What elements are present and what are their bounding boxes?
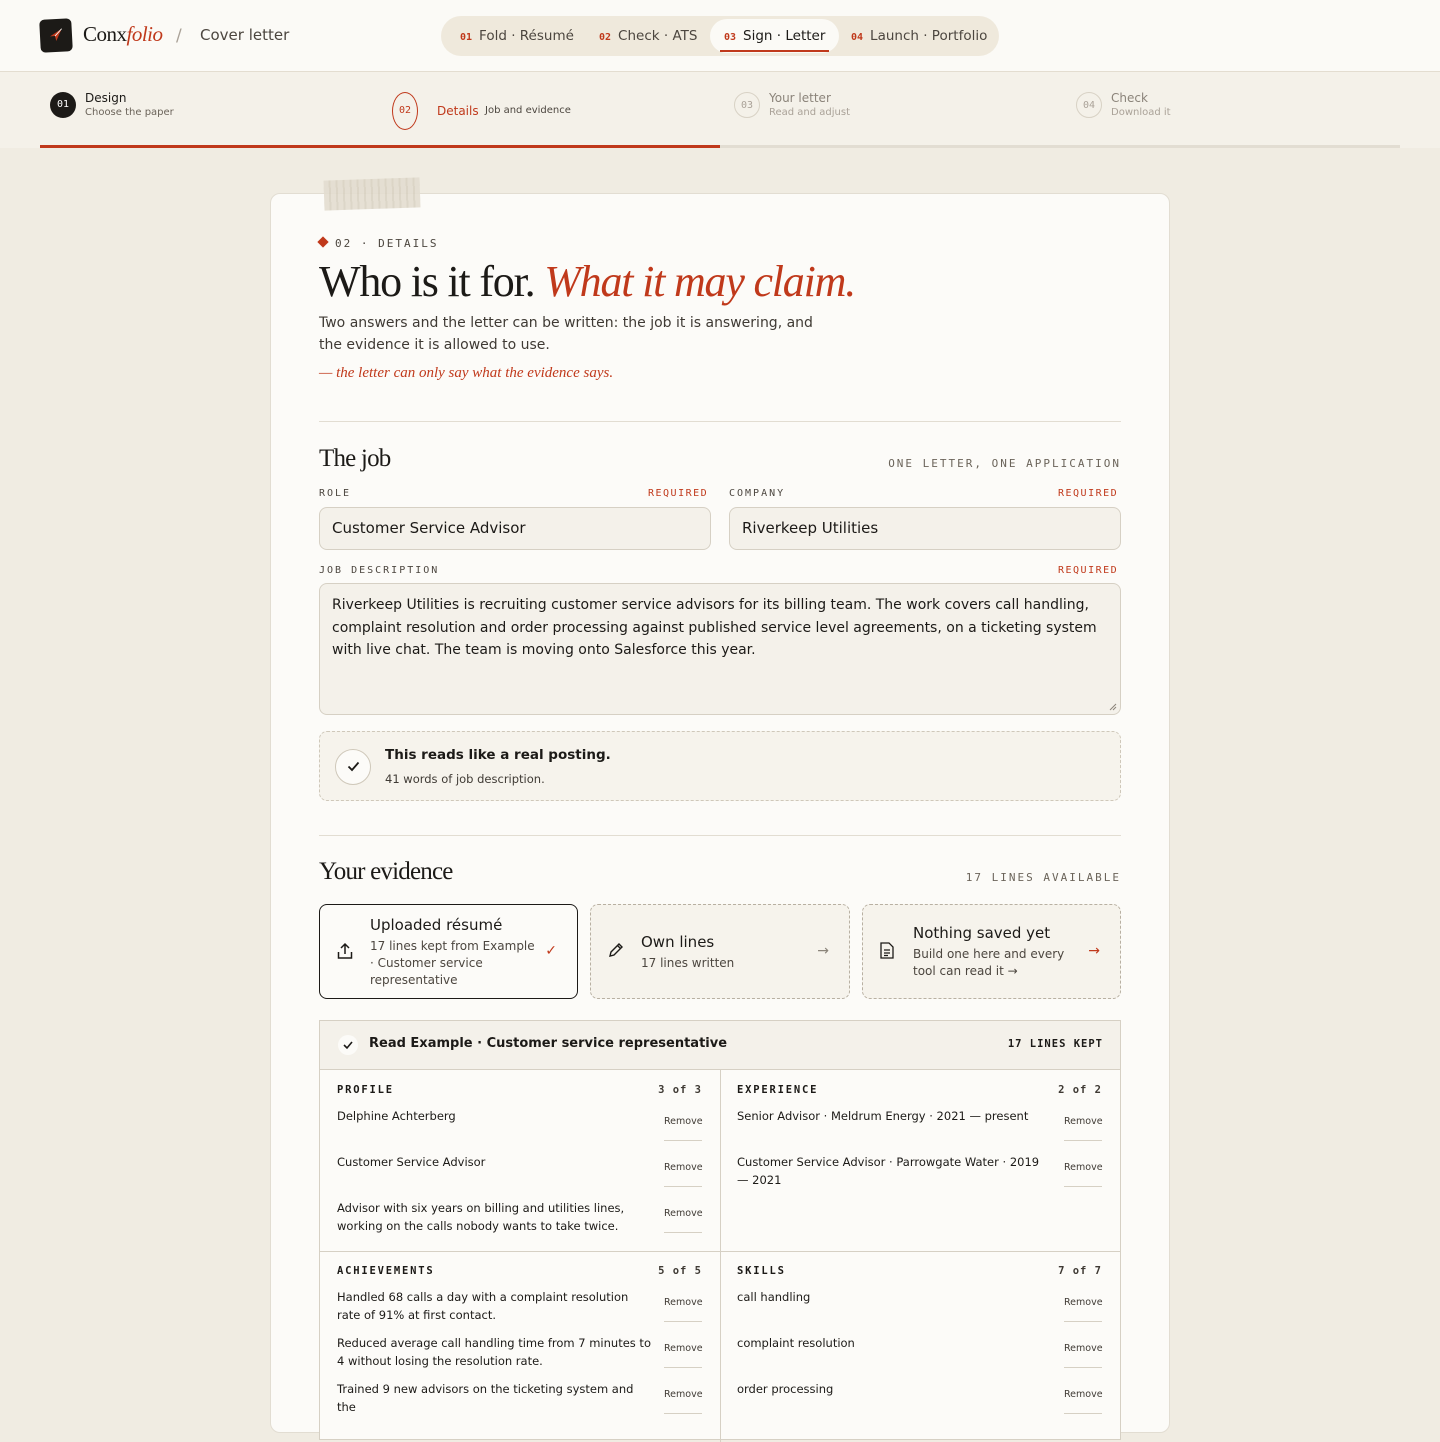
- step-subtitle: Choose the paper: [85, 107, 174, 118]
- brand-name[interactable]: [83, 22, 163, 47]
- company-required: REQUIRED: [1058, 488, 1119, 499]
- divider: [319, 835, 1121, 836]
- remove-underline: [664, 1321, 702, 1322]
- intro-text: Two answers and the letter can be written: the job it is answering, and the evidence it is allowed to use.: [319, 315, 813, 353]
- source-subtitle: Build one here and every tool can read it →: [913, 947, 1065, 978]
- row-divider: [320, 1251, 1120, 1252]
- check-icon: [338, 1035, 358, 1055]
- line-text: call handling: [737, 1290, 811, 1304]
- tab-label: Check · ATS: [618, 28, 698, 44]
- remove-button[interactable]: Remove: [664, 1208, 703, 1219]
- lines-kept-count: 17 LINES KEPT: [1007, 1038, 1103, 1050]
- description-label: JOB DESCRIPTION: [319, 565, 440, 576]
- remove-underline: [664, 1140, 702, 1141]
- step-subtitle: Job and evidence: [485, 105, 571, 116]
- step-title: Check: [1111, 91, 1148, 105]
- title-accent: What it may claim.: [544, 257, 856, 306]
- tab-label: Fold · Résumé: [479, 28, 574, 44]
- remove-button[interactable]: Remove: [664, 1389, 703, 1400]
- resize-grip-icon[interactable]: [1109, 703, 1117, 711]
- remove-underline: [1064, 1413, 1102, 1414]
- line-text: Advisor with six years on billing and utilities lines, working on the calls nobody wants to take twice.: [337, 1201, 625, 1233]
- group-title: ACHIEVEMENTS: [337, 1265, 435, 1277]
- remove-button[interactable]: Remove: [1064, 1162, 1103, 1173]
- evidence-lines-table: [319, 1020, 1121, 1440]
- mode-tabs: [441, 16, 999, 56]
- tab-check-ats[interactable]: [585, 19, 711, 53]
- column-divider: [720, 1070, 721, 1442]
- remove-button[interactable]: Remove: [1064, 1116, 1103, 1127]
- progress-bar-fill: [40, 145, 720, 148]
- page-title: [319, 256, 855, 307]
- line-text: Delphine Achterberg: [337, 1109, 456, 1123]
- source-title: Own lines: [641, 933, 715, 951]
- step-number: 04: [1076, 92, 1102, 118]
- source-own-lines[interactable]: [590, 904, 850, 999]
- tab-label: Launch · Portfolio: [870, 28, 988, 44]
- source-subtitle: 17 lines written: [641, 956, 735, 970]
- source-subtitle: 17 lines kept from Example · Customer service representative: [370, 939, 535, 987]
- step-number: 02: [392, 92, 418, 130]
- check-icon: [335, 749, 371, 785]
- source-nothing-saved[interactable]: [862, 904, 1121, 999]
- diamond-icon: [317, 236, 328, 247]
- tab-number: 02: [599, 32, 612, 43]
- line-text: order processing: [737, 1382, 834, 1396]
- step-subtitle: Read and adjust: [769, 107, 851, 118]
- intro-note: — the letter can only say what the evidence says.: [319, 365, 614, 381]
- company-input[interactable]: Riverkeep Utilities: [729, 507, 1121, 550]
- remove-button[interactable]: Remove: [664, 1297, 703, 1308]
- remove-underline: [664, 1413, 702, 1414]
- step-title: Details: [437, 104, 479, 118]
- section-eyebrow: [319, 237, 438, 250]
- remove-button[interactable]: Remove: [1064, 1297, 1103, 1308]
- selected-check-icon: ✓: [545, 943, 557, 959]
- role-input[interactable]: Customer Service Advisor: [319, 507, 711, 550]
- tab-sign-letter[interactable]: [710, 19, 839, 53]
- tab-fold-resume[interactable]: [446, 19, 588, 53]
- details-card: [270, 193, 1170, 1433]
- remove-underline: [664, 1367, 702, 1368]
- remove-underline: [1064, 1140, 1102, 1141]
- posting-check-notice: [319, 731, 1121, 801]
- source-title: Uploaded résumé: [370, 916, 503, 934]
- remove-button[interactable]: Remove: [664, 1116, 703, 1127]
- group-count: 2 of 2: [1058, 1084, 1102, 1096]
- group-count: 5 of 5: [658, 1265, 702, 1277]
- table-title: Read Example · Customer service representative: [369, 1036, 728, 1051]
- pencil-icon: [608, 942, 624, 958]
- remove-underline: [1064, 1321, 1102, 1322]
- breadcrumb: Cover letter: [200, 26, 290, 44]
- brand-part-1: Conx: [83, 22, 127, 46]
- remove-underline: [1064, 1186, 1102, 1187]
- job-section-meta: ONE LETTER, ONE APPLICATION: [888, 457, 1121, 470]
- divider: [319, 421, 1121, 422]
- step-title: Your letter: [769, 91, 831, 105]
- description-required: REQUIRED: [1058, 565, 1119, 576]
- arrow-right-icon: →: [1088, 943, 1100, 959]
- group-title: PROFILE: [337, 1084, 394, 1096]
- logo-icon[interactable]: [39, 18, 73, 53]
- group-title: EXPERIENCE: [737, 1084, 819, 1096]
- role-required: REQUIRED: [648, 488, 709, 499]
- tab-number: 01: [460, 32, 473, 43]
- evidence-section-meta: 17 LINES AVAILABLE: [965, 871, 1121, 884]
- top-bar: [0, 0, 1440, 72]
- company-label: COMPANY: [729, 488, 786, 499]
- tab-launch-portfolio[interactable]: [837, 19, 1001, 53]
- remove-underline: [1064, 1367, 1102, 1368]
- line-text: Reduced average call handling time from 7 minutes to 4 without losing the resolution rate.: [337, 1336, 651, 1368]
- breadcrumb-separator: /: [176, 26, 182, 46]
- source-title: Nothing saved yet: [913, 924, 1051, 942]
- line-text: complaint resolution: [737, 1336, 855, 1350]
- step-number: 03: [734, 92, 760, 118]
- remove-underline: [664, 1186, 702, 1187]
- tab-number: 03: [724, 32, 737, 43]
- group-title: SKILLS: [737, 1265, 786, 1277]
- job-section-title: The job: [319, 445, 391, 472]
- job-description-textarea[interactable]: [319, 583, 1121, 715]
- tab-number: 04: [851, 32, 864, 43]
- remove-button[interactable]: Remove: [1064, 1343, 1103, 1354]
- evidence-section-title: Your evidence: [319, 858, 453, 885]
- group-count: 7 of 7: [1058, 1265, 1102, 1277]
- remove-button[interactable]: Remove: [664, 1343, 703, 1354]
- step-progress: [0, 72, 1440, 148]
- step-subtitle: Download it: [1111, 107, 1171, 118]
- remove-button[interactable]: Remove: [1064, 1389, 1103, 1400]
- document-icon: [880, 942, 894, 959]
- line-text: Customer Service Advisor: [337, 1155, 486, 1169]
- brand-part-2: folio: [126, 22, 163, 46]
- role-label: ROLE: [319, 488, 352, 499]
- arrow-right-icon: →: [817, 943, 829, 959]
- line-text: Trained 9 new advisors on the ticketing system and the: [337, 1382, 634, 1414]
- progress-bar: [40, 145, 1400, 148]
- upload-icon: [337, 942, 353, 960]
- notice-subtitle: 41 words of job description.: [385, 772, 545, 786]
- eyebrow-text: 02 · DETAILS: [335, 237, 439, 250]
- source-uploaded-resume[interactable]: [319, 904, 578, 999]
- group-count: 3 of 3: [658, 1084, 702, 1096]
- step-title: Design: [85, 91, 127, 105]
- remove-button[interactable]: Remove: [664, 1162, 703, 1173]
- tape-decoration: [324, 177, 421, 210]
- remove-underline: [664, 1232, 702, 1233]
- step-number: 01: [50, 92, 76, 118]
- title-plain: Who is it for.: [319, 257, 535, 306]
- table-header: [320, 1021, 1120, 1070]
- tab-label: Sign · Letter: [743, 28, 826, 44]
- line-text: Customer Service Advisor · Parrowgate Water · 2019 — 2021: [737, 1155, 1040, 1187]
- line-text: Senior Advisor · Meldrum Energy · 2021 — present: [737, 1109, 1029, 1123]
- job-description-text: Riverkeep Utilities is recruiting customer service advisors for its billing team. The work covers call handling, complaint resolution and order processing against published service level agreements, on a ticketing system with live chat. The team is moving onto Salesforce this year.: [332, 597, 1097, 658]
- notice-title: This reads like a real posting.: [385, 747, 611, 763]
- line-text: Handled 68 calls a day with a complaint resolution rate of 91% at first contact.: [337, 1290, 629, 1322]
